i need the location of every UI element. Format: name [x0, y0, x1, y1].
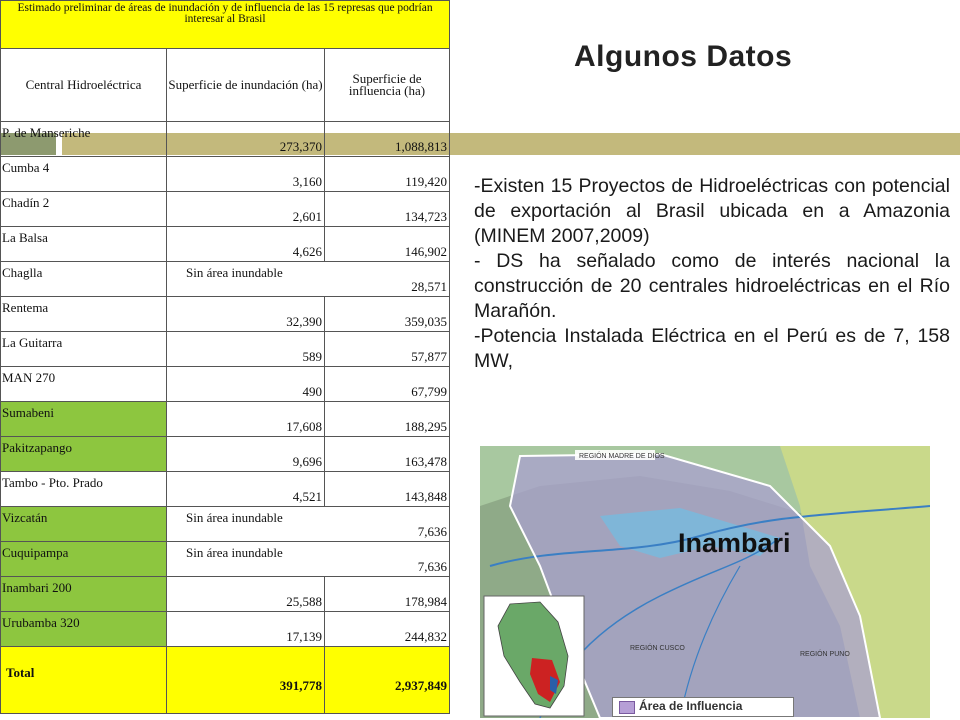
- flood-area-value: 589: [302, 349, 322, 364]
- table-row: [1, 542, 450, 577]
- cell-influence-area: [325, 122, 450, 157]
- influence-area-value: 244,832: [404, 629, 448, 644]
- cell-flood-influence: [167, 262, 450, 297]
- header-flood-area: Superficie de inundación (ha): [167, 49, 325, 122]
- flood-area-note: Sin área inundable: [186, 510, 283, 525]
- cell-influence-area: [325, 367, 450, 402]
- legend-text: Área de Influencia: [639, 699, 743, 713]
- cell-central-name: [1, 542, 167, 577]
- central-name: Pakitzapango: [2, 440, 73, 455]
- cell-influence-area: [325, 437, 450, 472]
- total-label: Total: [6, 665, 35, 680]
- cell-influence-area: [325, 472, 450, 507]
- central-name: Urubamba 320: [2, 615, 80, 630]
- cell-flood-area: [167, 122, 325, 157]
- cell-influence-area: [325, 157, 450, 192]
- flood-area-value: 17,608: [286, 419, 322, 434]
- cell-central-name: [1, 192, 167, 227]
- map-region-label: REGIÓN MADRE DE DIOS: [579, 453, 665, 460]
- map-legend: [612, 697, 794, 717]
- cell-flood-area: [167, 332, 325, 367]
- cell-central-name: [1, 227, 167, 262]
- flood-area-value: 17,139: [286, 629, 322, 644]
- influence-area-value: 67,799: [411, 384, 448, 399]
- cell-central-name: [1, 612, 167, 647]
- flood-area-value: 9,696: [292, 454, 322, 469]
- central-name: P. de Manseriche: [2, 125, 91, 140]
- cell-central-name: [1, 297, 167, 332]
- total-influence-area: 2,937,849: [395, 678, 448, 693]
- cell-influence-area: [325, 227, 450, 262]
- central-name: Cumba 4: [2, 160, 50, 175]
- central-name: Rentema: [2, 300, 49, 315]
- influence-area-value: 7,636: [417, 559, 448, 574]
- map-region-label: REGIÓN CUSCO: [630, 645, 685, 652]
- influence-area-value: 7,636: [417, 524, 448, 539]
- influence-area-value: 163,478: [404, 454, 448, 469]
- table-row: [1, 367, 450, 402]
- flood-area-value: 25,588: [286, 594, 322, 609]
- flood-area-value: 2,601: [292, 209, 322, 224]
- cell-flood-area: [167, 297, 325, 332]
- cell-flood-area: [167, 227, 325, 262]
- cell-flood-influence: [167, 542, 450, 577]
- central-name: Chadín 2: [2, 195, 50, 210]
- table-row: [1, 192, 450, 227]
- table-caption: Estimado preliminar de áreas de inundación y de influencia de las 15 represas que podrían interesar al Brasil: [1, 1, 450, 49]
- central-name: Inambari 200: [2, 580, 72, 595]
- influence-area-value: 28,571: [411, 279, 448, 294]
- flood-area-value: 4,521: [292, 489, 322, 504]
- table-row: [1, 577, 450, 612]
- cell-flood-area: [167, 437, 325, 472]
- cell-influence-area: [325, 192, 450, 227]
- central-name: Chaglla: [2, 265, 43, 280]
- flood-area-note: Sin área inundable: [186, 265, 283, 280]
- table-row: [1, 122, 450, 157]
- table-row: [1, 402, 450, 437]
- slide-title: Algunos Datos: [574, 40, 793, 73]
- cell-central-name: [1, 262, 167, 297]
- cell-central-name: [1, 402, 167, 437]
- table-row: [1, 297, 450, 332]
- central-name: Tambo - Pto. Prado: [2, 475, 103, 490]
- cell-flood-area: [167, 157, 325, 192]
- table-caption-row: [1, 1, 450, 49]
- inambari-map: [480, 446, 930, 718]
- cell-central-name: [1, 367, 167, 402]
- influence-area-value: 1,088,813: [395, 139, 448, 154]
- influence-area-value: 134,723: [404, 209, 448, 224]
- central-name: Vizcatán: [2, 510, 48, 525]
- influence-area-value: 178,984: [404, 594, 448, 609]
- influence-area-value: 143,848: [404, 489, 448, 504]
- flood-area-value: 4,626: [292, 244, 322, 259]
- table-row: [1, 157, 450, 192]
- total-flood-area: 391,778: [279, 678, 322, 693]
- table-row: [1, 472, 450, 507]
- flood-area-value: 490: [302, 384, 322, 399]
- cell-flood-area: [167, 577, 325, 612]
- flood-area-value: 32,390: [286, 314, 322, 329]
- flood-area-value: 273,370: [279, 139, 322, 154]
- header-central: Central Hidroeléctrica: [1, 49, 167, 122]
- cell-influence-area: [325, 402, 450, 437]
- influence-area-value: 188,295: [404, 419, 448, 434]
- reservoir-table-container: [0, 0, 449, 714]
- table-row: [1, 332, 450, 367]
- table-header-row: [1, 49, 450, 122]
- cell-influence-area: [325, 332, 450, 367]
- table-total-row: [1, 647, 450, 714]
- cell-total-influence-area: [325, 647, 450, 714]
- legend-swatch: [619, 701, 635, 714]
- influence-area-value: 57,877: [411, 349, 448, 364]
- map-label-inambari: Inambari: [678, 528, 791, 558]
- bullet-text: [474, 174, 950, 374]
- flood-area-note: Sin área inundable: [186, 545, 283, 560]
- table-row: [1, 227, 450, 262]
- cell-influence-area: [325, 297, 450, 332]
- cell-flood-area: [167, 402, 325, 437]
- cell-central-name: [1, 577, 167, 612]
- flood-area-value: 3,160: [292, 174, 322, 189]
- cell-central-name: [1, 122, 167, 157]
- cell-central-name: [1, 472, 167, 507]
- cell-influence-area: [325, 612, 450, 647]
- influence-area-value: 359,035: [404, 314, 448, 329]
- cell-total-flood-area: [167, 647, 325, 714]
- central-name: La Guitarra: [2, 335, 63, 350]
- map-region-label: REGIÓN PUNO: [800, 651, 850, 658]
- influence-area-value: 119,420: [405, 174, 448, 189]
- cell-central-name: [1, 437, 167, 472]
- central-name: MAN 270: [2, 370, 56, 385]
- cell-total-label: [1, 647, 167, 714]
- cell-flood-influence: [167, 507, 450, 542]
- cell-central-name: [1, 507, 167, 542]
- header-influence-area: Superficie de influencia (ha): [325, 49, 450, 122]
- reservoir-table: [0, 0, 450, 714]
- bullet-2: - DS ha señalado como de interés nacional la construcción de 20 centrales hidroeléctricas en el Río Marañón.: [474, 250, 950, 322]
- table-row: [1, 262, 450, 297]
- cell-flood-area: [167, 612, 325, 647]
- bullet-1: -Existen 15 Proyectos de Hidroeléctricas con potencial de exportación al Brasil ubicada en a Amazonia (MINEM 2007,2009): [474, 175, 950, 247]
- influence-area-value: 146,902: [404, 244, 448, 259]
- table-row: [1, 437, 450, 472]
- central-name: Sumabeni: [2, 405, 54, 420]
- table-row: [1, 612, 450, 647]
- table-row: [1, 507, 450, 542]
- cell-central-name: [1, 157, 167, 192]
- bullet-3: -Potencia Instalada Eléctrica en el Perú es de 7, 158 MW,: [474, 325, 950, 372]
- cell-flood-area: [167, 367, 325, 402]
- cell-flood-area: [167, 192, 325, 227]
- cell-central-name: [1, 332, 167, 367]
- cell-influence-area: [325, 577, 450, 612]
- central-name: Cuquipampa: [2, 545, 69, 560]
- cell-flood-area: [167, 472, 325, 507]
- central-name: La Balsa: [2, 230, 48, 245]
